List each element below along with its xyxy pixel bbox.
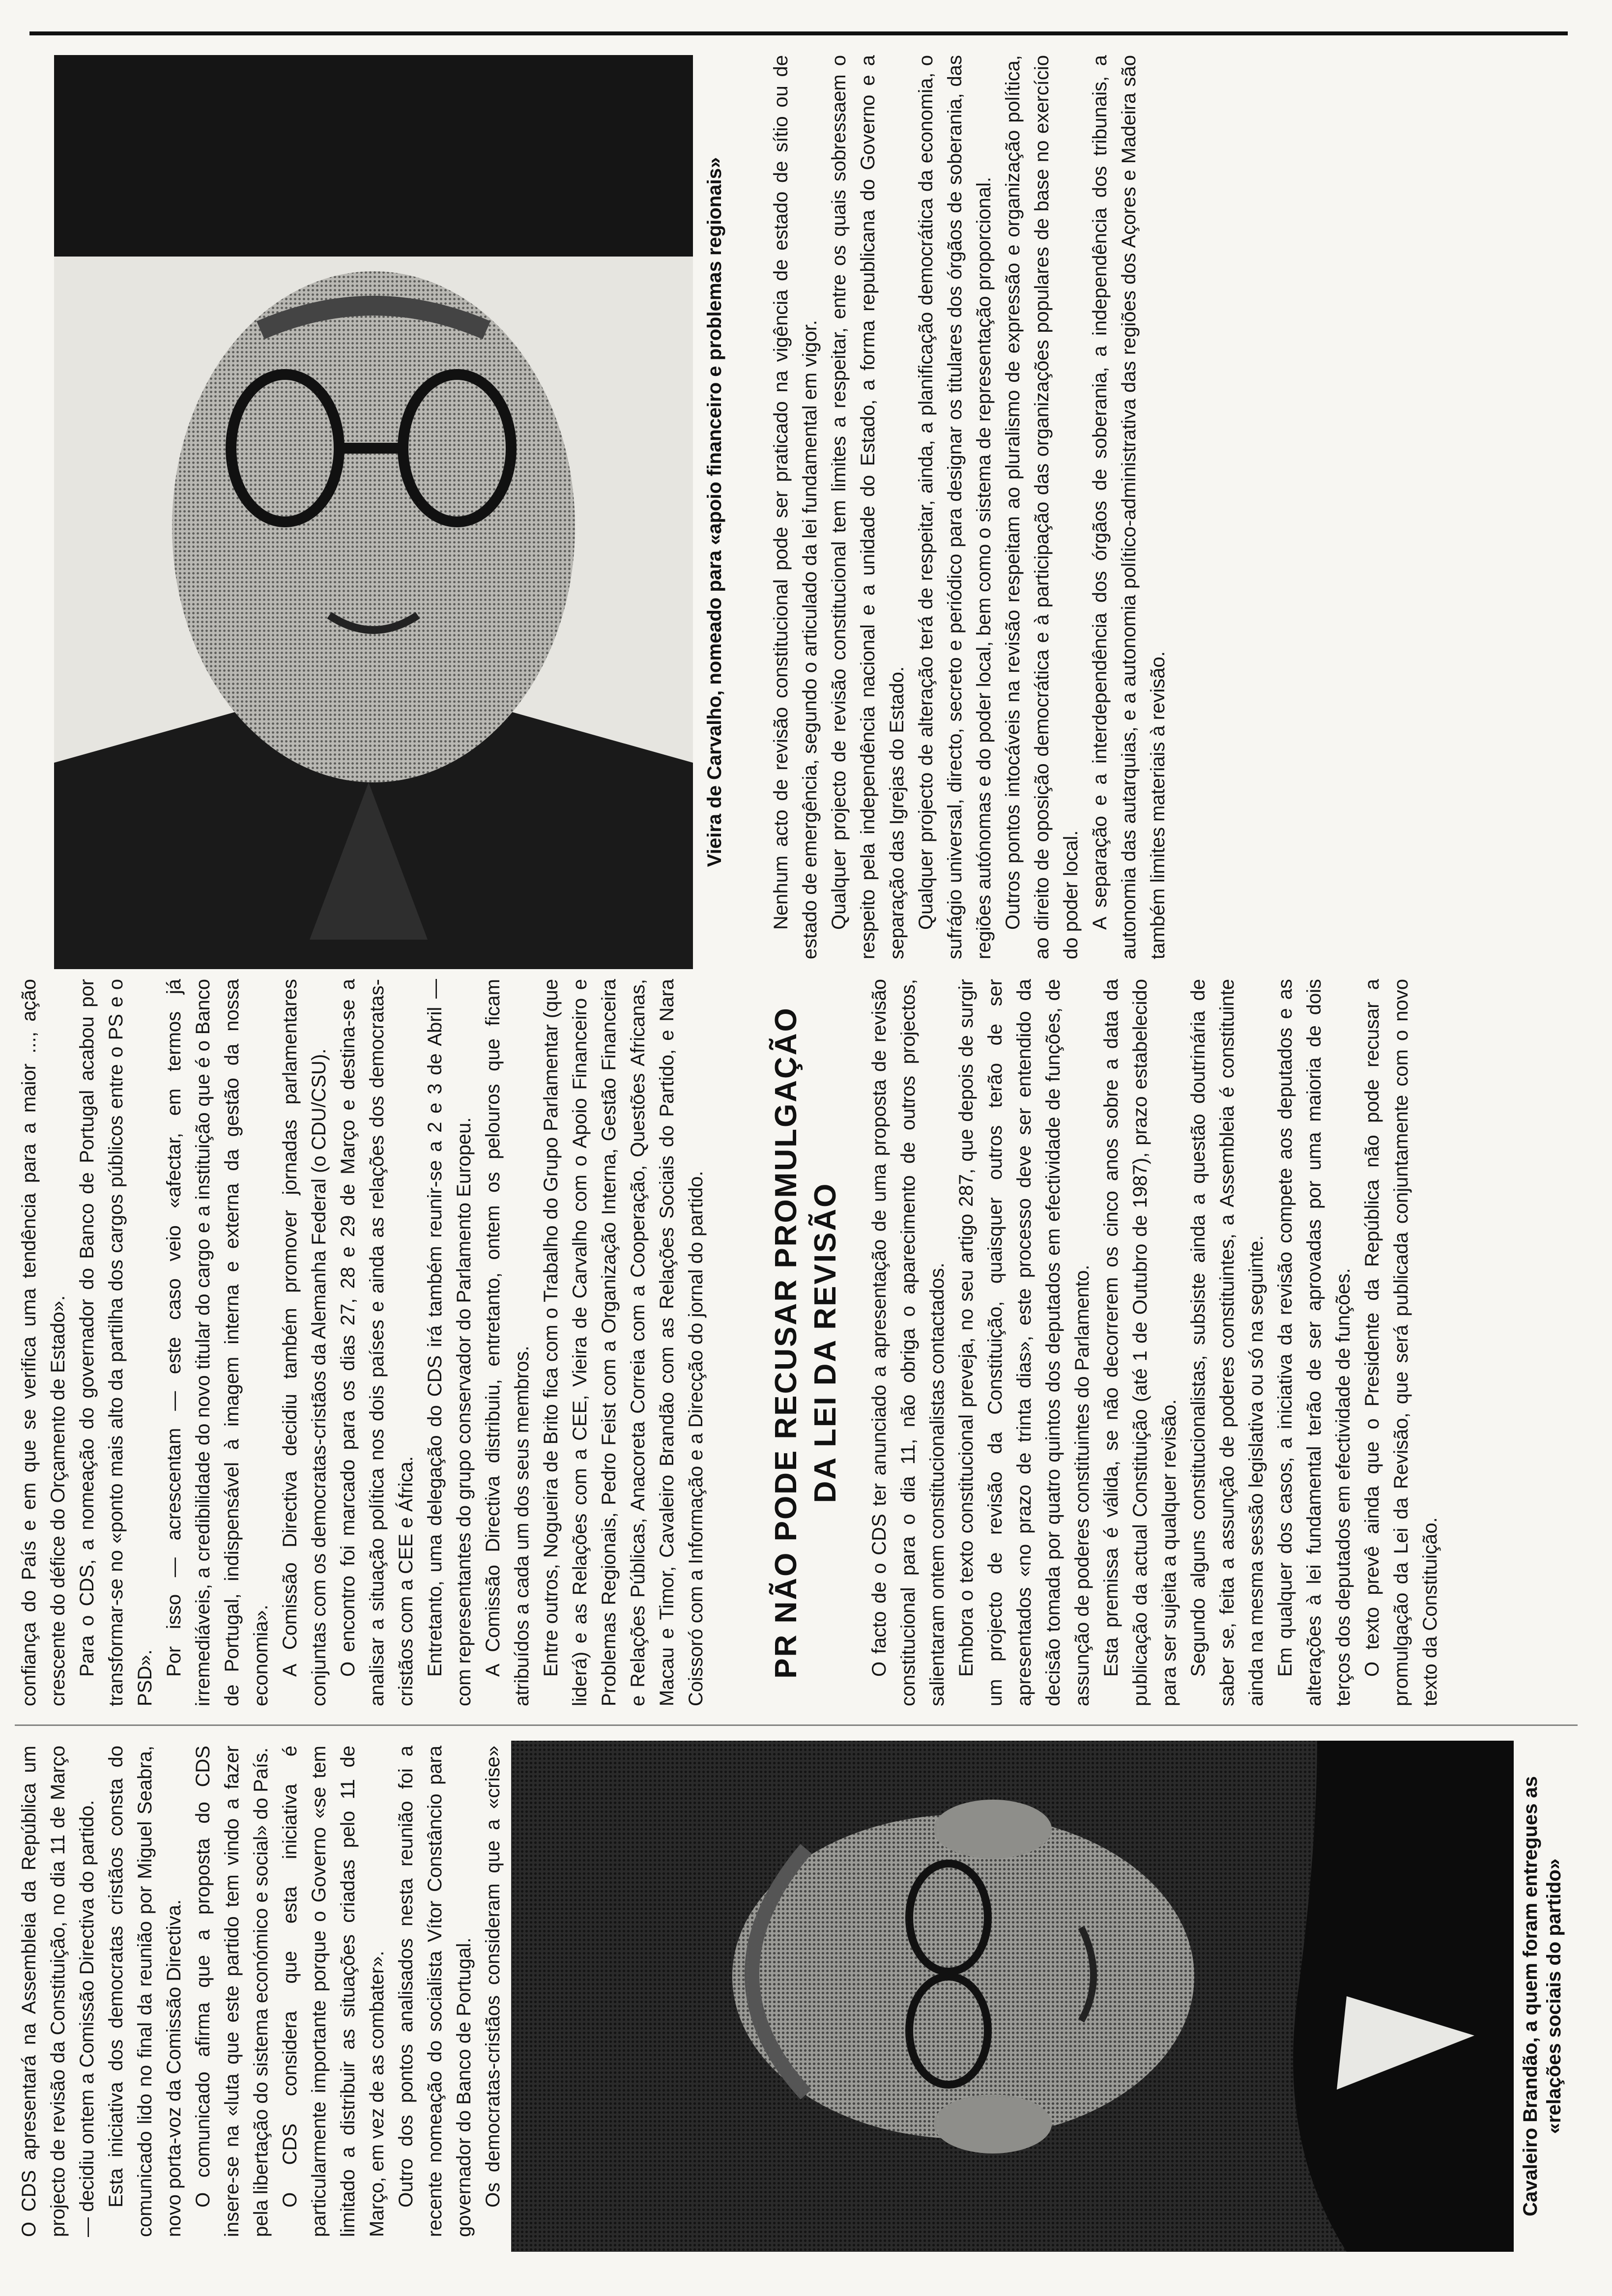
column-rule bbox=[29, 31, 1568, 35]
paragraph: Outros pontos intocáveis na revisão respeitam ao pluralismo de expressão e organização política, ao direito de oposição democrática e à participação das organizações populares de base no exercício do poder local. bbox=[1002, 55, 1082, 959]
portrait-illustration bbox=[511, 1741, 1514, 2252]
subheadline bbox=[767, 979, 845, 1706]
photo-caption-carvalho: Vieira de Carvalho, nomeado para «apoio financeiro e problemas regionais» bbox=[704, 157, 725, 867]
photo-vieira-de-carvalho bbox=[54, 55, 693, 969]
paragraph: Para o CDS, a nomeação do governador do Banco de Portugal acabou por transformar-se no «ponto mais alto da partilha dos cargos públicos entre o PS e o PSD». bbox=[76, 979, 156, 1706]
paragraph: O texto prevê ainda que o Presidente da República não pode recusar a promulgação da Lei da Revisão, que será publicada conjuntamente com o novo texto da Constituição. bbox=[1361, 979, 1441, 1706]
subheadline-line-1: PR NÃO PODE RECUSAR PROMULGAÇÃO bbox=[769, 1006, 803, 1679]
paragraph: Outro dos pontos analisados nesta reunião foi a recente nomeação do socialista Vítor Constâncio para governador do Banco de Portugal. bbox=[395, 1746, 475, 2237]
paragraph: Qualquer projecto de revisão constitucional tem limites a respeitar, entre os quais sobressaem o respeito pela independência nacional e a unidade do Estado, a forma republicana do Governo e a separação das Igrejas do Estado. bbox=[828, 55, 908, 959]
paragraph: Nenhum acto de revisão constitucional pode ser praticado na vigência de estado de sítio ou de estado de emergência, segundo o articulado da lei fundamental em vigor. bbox=[770, 55, 821, 959]
paragraph: A Comissão Directiva distribuiu, entretanto, ontem os pelouros que ficam atribuídos a cada um dos seus membros. bbox=[482, 979, 533, 1706]
article-column-2a bbox=[15, 979, 711, 1706]
paragraph: Qualquer projecto de alteração terá de respeitar, ainda, a planificação democrática da economia, o sufrágio universal, directo, secreto e periódico para designar os titulares dos órgãos de soberania, das regiões autónomas e do poder local, bem como o sistema de representação proporcional. bbox=[915, 55, 995, 959]
paragraph: Segundo alguns constitucionalistas, subsiste ainda a questão doutrinária de saber se, feita a assunção de poderes constituintes, a Assembleia é constituinte ainda na mesma sessão legislativa ou só na seguinte. bbox=[1187, 979, 1267, 1706]
paragraph: O facto de o CDS ter anunciado a apresentação de uma proposta de revisão constitucional para o dia 11, não obriga o aparecimento de outros projectos, salientaram ontem constitucionalistas contactados. bbox=[868, 979, 948, 1706]
paragraph: Entre outros, Nogueira de Brito fica com o Trabalho do Grupo Parlamentar (que liderá) e as Relações com a CEE, Vieira de Carvalho com o Apoio Financeiro e Problemas Regionais, Pedro Feist com a Organização Interna, Gestão Financeira e Relações Públicas, Anacoreta Correia com a Cooperação, Questões Africanas, Macau e Timor, Cavaleiro Brandão com as Relações Sociais do Partido, e Nara Coissoró com a Informação e a Direcção do jornal do partido. bbox=[540, 979, 707, 1706]
paragraph: Por isso — acrescentam — este caso veio «afectar, em termos já irremediáveis, a credibilidade do novo titular do cargo e a instituição que é o Banco de Portugal, indispensável à imagem interna e externa da gestão da nossa economia». bbox=[163, 979, 272, 1706]
article-column-2b bbox=[865, 979, 1445, 1706]
article-column-3 bbox=[767, 55, 1173, 959]
paragraph: O comunicado afirma que a proposta do CDS insere-se na «luta que este partido tem vindo a fazer pela libertação do sistema económico e social» do País. bbox=[192, 1746, 272, 2237]
subheadline-line-2: DA LEI DA REVISÃO bbox=[808, 1182, 842, 1503]
portrait-illustration bbox=[54, 55, 693, 969]
column-rule bbox=[15, 1724, 1578, 1726]
paragraph: A Comissão Directiva decidiu também promover jornadas parlamentares conjuntas com os democratas-cristãos da Alemanha Federal (o CDU/CSU). bbox=[279, 979, 330, 1706]
paragraph: Entretanto, uma delegação do CDS irá também reunir-se a 2 e 3 de Abril — com representantes do grupo conservador do Parlamento Europeu. bbox=[424, 979, 475, 1706]
paragraph: Embora o texto constitucional preveja, no seu artigo 287, que depois de surgir um projecto de revisão da Constituição, quaisquer outros terão de ser apresentados «no prazo de trinta dias», este processo deve ser entendido da decisão tomada por quatro quintos dos deputados em efectividade de funções, de assunção de poderes constituintes do Parlamento. bbox=[955, 979, 1093, 1706]
paragraph: Em qualquer dos casos, a iniciativa da revisão compete aos deputados e as alterações à lei fundamental terão de ser aprovadas por uma maioria de dois terços dos deputados em efectividade de funções. bbox=[1274, 979, 1354, 1706]
paragraph: confiança do País e em que se verifica uma tendência para a maior ..., ação crescente do défice do Orçamento de Estado». bbox=[18, 979, 69, 1706]
paragraph: A separação e a interdependência dos órgãos de soberania, a independência dos tribunais, a autonomia das autarquias, e a autonomia político-administrativa das regiões dos Açores e Madeira são também limites materiais à revisão. bbox=[1089, 55, 1169, 959]
paragraph: Esta premissa é válida, se não decorrerem os cinco anos sobre a data da publicação da actual Constituição (até 1 de Outubro de 1987), prazo estabelecido para ser sujeita a qualquer revisão. bbox=[1100, 979, 1180, 1706]
photo-cavaleiro-brandao bbox=[511, 1741, 1514, 2252]
photo-caption-brandao: Cavaleiro Brandão, a quem foram entregues as «relações sociais do partido» bbox=[1520, 1776, 1565, 2216]
paragraph: Os democratas-cristãos consideram que a «crise» bbox=[482, 1746, 504, 2208]
article-column-1 bbox=[15, 1746, 595, 2237]
paragraph: O CDS apresentará na Assembleia da República um projecto de revisão da Constituição, no dia 11 de Março — decidiu ontem a Comissão Directiva do partido. bbox=[18, 1746, 98, 2237]
paragraph: O CDS considera que esta iniciativa é particularmente importante porque o Governo «se tem limitado a distribuir as situações criadas pelo 11 de Março, em vez de as combater». bbox=[279, 1746, 388, 2237]
paragraph: O encontro foi marcado para os dias 27, 28 e 29 de Março e destina-se a analisar a situação política nos dois países e ainda as relações dos democratas-cristãos com a CEE e África. bbox=[337, 979, 417, 1706]
paragraph: Esta iniciativa dos democratas cristãos consta do comunicado lido no final da reunião por Miguel Seabra, novo porta-voz da Comissão Directiva. bbox=[105, 1746, 185, 2237]
